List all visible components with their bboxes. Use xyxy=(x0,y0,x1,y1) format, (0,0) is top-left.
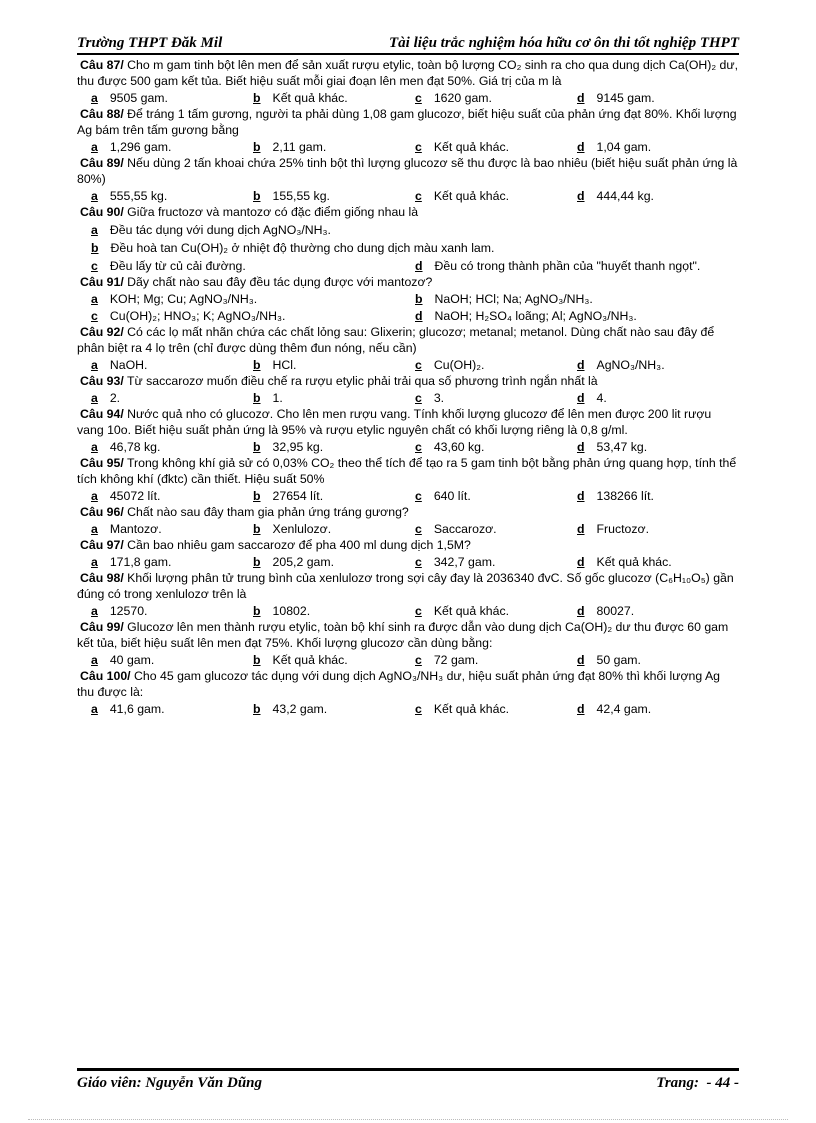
answer-option[interactable]: c 342,7 gam. xyxy=(415,555,496,569)
answer-option[interactable]: c Đều lấy từ củ cải đường. xyxy=(91,259,246,273)
answer-option[interactable]: a 9505 gam. xyxy=(91,91,168,105)
answer-option[interactable]: d 9145 gam. xyxy=(577,91,655,105)
answer-option[interactable]: b 205,2 gam. xyxy=(253,555,335,569)
answer-option[interactable]: d Đều có trong thành phần của "huyết thanh ngọt". xyxy=(415,259,701,273)
answer-option[interactable]: c Cu(OH)₂; HNO₃; K; AgNO₃/NH₃. xyxy=(91,309,286,323)
document-page xyxy=(77,34,739,717)
answer-option[interactable]: a 1,296 gam. xyxy=(91,140,172,154)
question: Câu 98/ Khối lượng phân tử trung bình của xenlulozơ trong sợi cây đay là 2036340 đvC. Số gốc glucozơ (C₆H₁₀O₅) gần đúng có trong xenlulozơ trên là a 12570. b 10802. c Kết quả khác. d 80027. xyxy=(77,570,739,619)
document-title: Tài liệu trắc nghiệm hóa hữu cơ ôn thi tốt nghiệp THPT xyxy=(389,35,739,51)
question: Câu 95/ Trong không khí giả sử có 0,03% CO₂ theo thể tích để tạo ra 5 gam tinh bột bằng phản ứng quang hợp, tính thể tích không khí (đktc) cần thiết. Hiệu suất 50% a 45072 lít. b 27654 lít. c 640 lít. d 138266 lít. xyxy=(77,455,739,504)
answer-option[interactable]: c 43,60 kg. xyxy=(415,440,485,454)
answer-option[interactable]: a 45072 lít. xyxy=(91,489,161,503)
answer-option[interactable]: b Kết quả khác. xyxy=(253,91,348,105)
answer-option[interactable]: d 80027. xyxy=(577,604,635,618)
answer-option[interactable]: c Kết quả khác. xyxy=(415,189,510,203)
page-bottom-divider xyxy=(28,1119,788,1120)
answer-option[interactable]: c Saccarozơ. xyxy=(415,522,497,536)
answer-option[interactable]: d AgNO₃/NH₃. xyxy=(577,358,665,372)
page-footer xyxy=(77,1068,739,1092)
question: Câu 88/ Để tráng 1 tấm gương, người ta phải dùng 1,08 gam glucozơ, biết hiệu suất của phản ứng đạt 80%. Khối lượng Ag bám trên tấm gương bằng a 1,296 gam. b 2,11 gam. c Kết quả khác. d 1,04 gam. xyxy=(77,106,739,155)
answer-option[interactable]: d 42,4 gam. xyxy=(577,702,652,716)
answer-option[interactable]: b NaOH; HCl; Na; AgNO₃/NH₃. xyxy=(415,292,593,306)
answer-option[interactable]: c Cu(OH)₂. xyxy=(415,358,485,372)
answer-option[interactable]: d NaOH; H₂SO₄ loãng; Al; AgNO₃/NH₃. xyxy=(415,309,637,323)
answer-option[interactable]: a 12570. xyxy=(91,604,148,618)
answer-option[interactable]: c Kết quả khác. xyxy=(415,140,510,154)
answer-option[interactable]: a 46,78 kg. xyxy=(91,440,161,454)
answer-option[interactable]: b 27654 lít. xyxy=(253,489,324,503)
answer-option[interactable]: a KOH; Mg; Cu; AgNO₃/NH₃. xyxy=(91,292,258,306)
question: Câu 99/ Glucozơ lên men thành rượu etylic, toàn bộ khí sinh ra được dẫn vào dung dịch Ca(OH)₂ dư thu được 60 gam kết tủa, biết hiệu suất lên men đạt 75%. Khối lượng glucozơ cần dùng bằng: a 40 gam. b Kết quả khác. c 72 gam. d 50 gam. xyxy=(77,619,739,668)
page-header xyxy=(77,34,739,55)
answer-option[interactable]: a 40 gam. xyxy=(91,653,155,667)
answer-option[interactable]: a 171,8 gam. xyxy=(91,555,172,569)
answer-option[interactable]: a Mantozơ. xyxy=(91,522,162,536)
answer-option[interactable]: d 444,44 kg. xyxy=(577,189,654,203)
answer-option[interactable]: d 53,47 kg. xyxy=(577,440,648,454)
answer-option[interactable]: c Kết quả khác. xyxy=(415,702,510,716)
answer-option[interactable]: b HCl. xyxy=(253,358,297,372)
question-list xyxy=(77,57,739,717)
answer-option[interactable]: d Fructozơ. xyxy=(577,522,649,536)
answer-option[interactable]: d 50 gam. xyxy=(577,653,641,667)
question: Câu 96/ Chất nào sau đây tham gia phản ứng tráng gương? a Mantozơ. b Xenlulozơ. c Saccarozơ. d Fructozơ. xyxy=(77,504,739,537)
answer-option[interactable]: b 2,11 gam. xyxy=(253,140,327,154)
answer-option[interactable]: a Đều tác dụng với dung dịch AgNO₃/NH₃. xyxy=(91,223,331,237)
question: Câu 87/ Cho m gam tinh bột lên men để sản xuất rượu etylic, toàn bộ lượng CO₂ sinh ra cho qua dung dịch Ca(OH)₂ dư, thu được 500 gam kết tủa. Biết hiệu suất mỗi giai đoạn lên men đạt 50%. Giá trị của m là a 9505 gam. b Kết quả khác. c 1620 gam. d 9145 gam. xyxy=(77,58,739,105)
answer-option[interactable]: c 3. xyxy=(415,391,445,405)
answer-option[interactable]: c 1620 gam. xyxy=(415,91,492,105)
school-name: Trường THPT Đăk Mil xyxy=(77,35,223,51)
answer-option[interactable]: b 155,55 kg. xyxy=(253,189,330,203)
question: Câu 94/ Nước quả nho có glucozơ. Cho lên men rượu vang. Tính khối lượng glucozơ để lên men được 200 lit rượu vang 10o. Biết hiệu suất phản ứng là 95% và rượu etylic nguyên chất có khối lượng riêng là 0,8 g/ml. a 46,78 kg. b 32,95 kg. c 43,60 kg. d 53,47 kg. xyxy=(77,406,739,455)
answer-option[interactable]: b 32,95 kg. xyxy=(253,440,324,454)
answer-option[interactable]: b Đều hoà tan Cu(OH)₂ ở nhiệt độ thường cho dung dịch màu xanh lam. xyxy=(91,241,495,255)
answer-option[interactable]: a 555,55 kg. xyxy=(91,189,168,203)
answer-option[interactable]: b 10802. xyxy=(253,604,311,618)
question: Câu 91/ Dãy chất nào sau đây đều tác dụng được với mantozơ? a KOH; Mg; Cu; AgNO₃/NH₃. b NaOH; HCl; Na; AgNO₃/NH₃. c Cu(OH)₂; HNO₃; K; AgNO₃/NH₃. d NaOH; H₂SO₄ loãng; Al; AgNO₃/NH₃. xyxy=(77,274,739,324)
answer-option[interactable]: d 1,04 gam. xyxy=(577,140,652,154)
answer-option[interactable]: b Kết quả khác. xyxy=(253,653,348,667)
question: Câu 92/ Có các lọ mất nhãn chứa các chất lỏng sau: Glixerin; glucozơ; metanal; metanol. Dùng chất nào sau đây để phân biệt ra 4 lọ trên (chỉ được dùng thêm đun nóng, nếu cần) a NaOH. b HCl. c Cu(OH)₂. d AgNO₃/NH₃. xyxy=(77,324,739,373)
answer-option[interactable]: d Kết quả khác. xyxy=(577,555,672,569)
teacher-name: Giáo viên: Nguyễn Văn Dũng xyxy=(77,1075,263,1091)
answer-option[interactable]: a 41,6 gam. xyxy=(91,702,165,716)
answer-option[interactable]: b Xenlulozơ. xyxy=(253,522,332,536)
answer-option[interactable]: b 1. xyxy=(253,391,283,405)
question: Câu 90/ Giữa fructozơ và mantozơ có đặc điểm giống nhau là a Đều tác dụng với dung dịch AgNO₃/NH₃. b Đều hoà tan Cu(OH)₂ ở nhiệt độ thường cho dung dịch màu xanh lam. c Đều lấy từ củ cải đường. d Đều có trong thành phần của "huyết thanh ngọt". xyxy=(77,204,739,274)
answer-option[interactable]: d 4. xyxy=(577,391,607,405)
page-number: Trang: - 44 - xyxy=(656,1075,739,1091)
answer-option[interactable]: d 138266 lít. xyxy=(577,489,654,503)
answer-option[interactable]: c 640 lít. xyxy=(415,489,471,503)
question: Câu 89/ Nếu dùng 2 tấn khoai chứa 25% tinh bột thì lượng glucozơ sẽ thu được là bao nhiêu (biết hiệu suất phản ứng là 80%) a 555,55 kg. b 155,55 kg. c Kết quả khác. d 444,44 kg. xyxy=(77,156,738,203)
answer-option[interactable]: c 72 gam. xyxy=(415,653,479,667)
answer-option[interactable]: a 2. xyxy=(91,391,121,405)
question: Câu 100/ Cho 45 gam glucozơ tác dụng với dung dịch AgNO₃/NH₃ dư, hiệu suất phản ứng đạt 80% thì khối lượng Ag thu được là: a 41,6 gam. b 43,2 gam. c Kết quả khác. d 42,4 gam. xyxy=(77,668,739,717)
answer-option[interactable]: b 43,2 gam. xyxy=(253,702,328,716)
answer-option[interactable]: a NaOH. xyxy=(91,358,148,372)
question: Câu 93/ Từ saccarozơ muốn điều chế ra rượu etylic phải trải qua số phương trình ngắn nhất là a 2. b 1. c 3. d 4. xyxy=(77,373,739,406)
question: Câu 97/ Cần bao nhiêu gam saccarozơ để pha 400 ml dung dịch 1,5M? a 171,8 gam. b 205,2 gam. c 342,7 gam. d Kết quả khác. xyxy=(77,537,739,570)
answer-option[interactable]: c Kết quả khác. xyxy=(415,604,510,618)
